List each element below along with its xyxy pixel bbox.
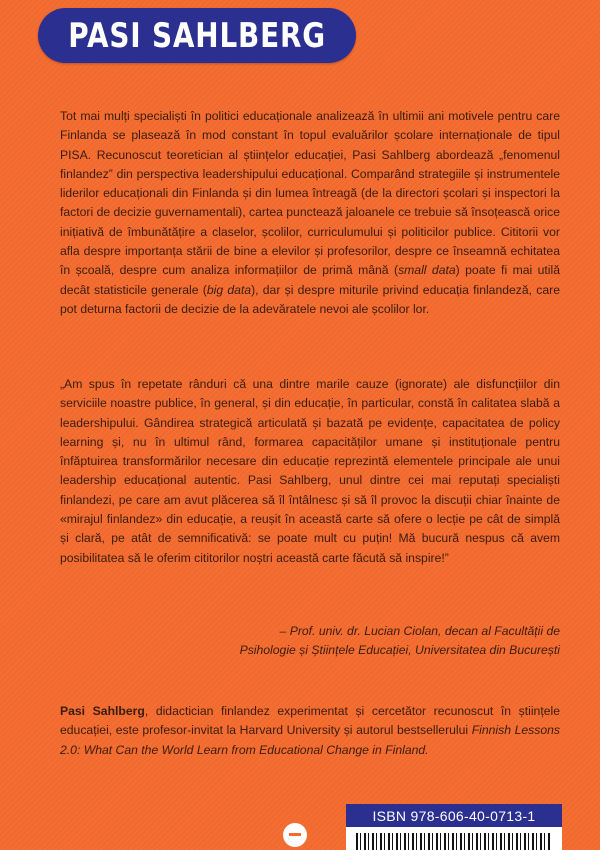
author-bio [60, 702, 560, 760]
small-data-term: small data [398, 263, 456, 278]
bio-book-title: Finnish Lessons 2.0: What Can the World Learn from Educational Change in Finland. [60, 723, 560, 757]
author-name: PASI SAHLBERG [68, 15, 326, 56]
publisher-logo-icon [283, 823, 307, 847]
barcode-icon [356, 833, 552, 850]
isbn-number: ISBN 978-606-40-0713-1 [372, 807, 536, 824]
intro-text-part-1: Tot mai mulți specialiști în politici educaționale analizează în ultimii ani motivele pentru care Finlanda se plasează în mod constant în topul evaluărilor școlare internaționale de tipul PISA. Recunoscut teoretician al științelor educației, Pasi Sahlberg abordează „fenomenul finlandez” din perspectiva leadershipului educațional. Comparând strategiile și instrumentele liderilor educaționali din Finlanda și din lumea întreagă (de la directori școlari și inspectori la factori de decizie guvernamentali), cartea punctează jaloanele ce trebuie să însoțească orice inițiativă de îmbunătățire a claselor, școlilor, curriculumului și politicilor publice. Cititorii vor afla despre importanța stării de bine a elevilor și profesorilor, despre ce înseamnă echitatea în școală, despre cum analiza informațiilor de primă mână ( [60, 109, 560, 278]
attribution-line-1: – Prof. univ. dr. Lucian Ciolan, decan al Facultății de [279, 624, 560, 638]
isbn-box [346, 804, 562, 850]
intro-text-part-2: ) poate fi mai utilă decât statisticile generale ( [60, 263, 560, 297]
bio-text: , didactician finlandez experimentat și cercetător recunoscut în științele educației, este profesor-invitat la Harvard University și autorul bestsellerului [60, 704, 560, 738]
endorsement-quote: „Am spus în repetate rânduri că una dintre marile cauze (ignorate) ale disfuncțiilor din serviciile noastre publice, în general, și din educație, în particular, constă în calitatea slabă a leadershipului. Gândirea strategică articulată și bazată pe evidențe, capacitatea de policy learning și, nu în ultimul rând, formarea capacităților umane și instituționale pentru înfăptuirea transformărilor necesare din educație reprezintă elementele principale ale unui leadership educațional autentic. Pasi Sahlberg, unul dintre cei mai reputați specialiști finlandezi, pe care am avut plăcerea să îl întâlnesc și să îl provoc la discuții chiar înainte de «mirajul finlandez» din educație, a reușit în această carte să ofere o lecție pe cât de simplă și clară, pe atât de semnificativă: se poate mult cu puțin! Mă bucură nespus că avem posibilitatea să le oferim cititorilor noștri această carte făcută să inspire!” [60, 377, 560, 565]
quote-attribution [60, 622, 560, 661]
attribution-line-2: Psihologie și Științele Educației, Universitatea din București [239, 643, 560, 658]
isbn-band [346, 804, 562, 827]
bio-author-name: Pasi Sahlberg [60, 704, 145, 718]
intro-paragraph [60, 107, 560, 319]
intro-text-part-3: ), dar și despre miturile privind educația finlandeză, care pot deturna factorii de decizie de la adevăratele nevoi ale școlilor lor. [60, 282, 560, 316]
big-data-term: big data [206, 282, 252, 297]
author-banner [38, 8, 356, 63]
